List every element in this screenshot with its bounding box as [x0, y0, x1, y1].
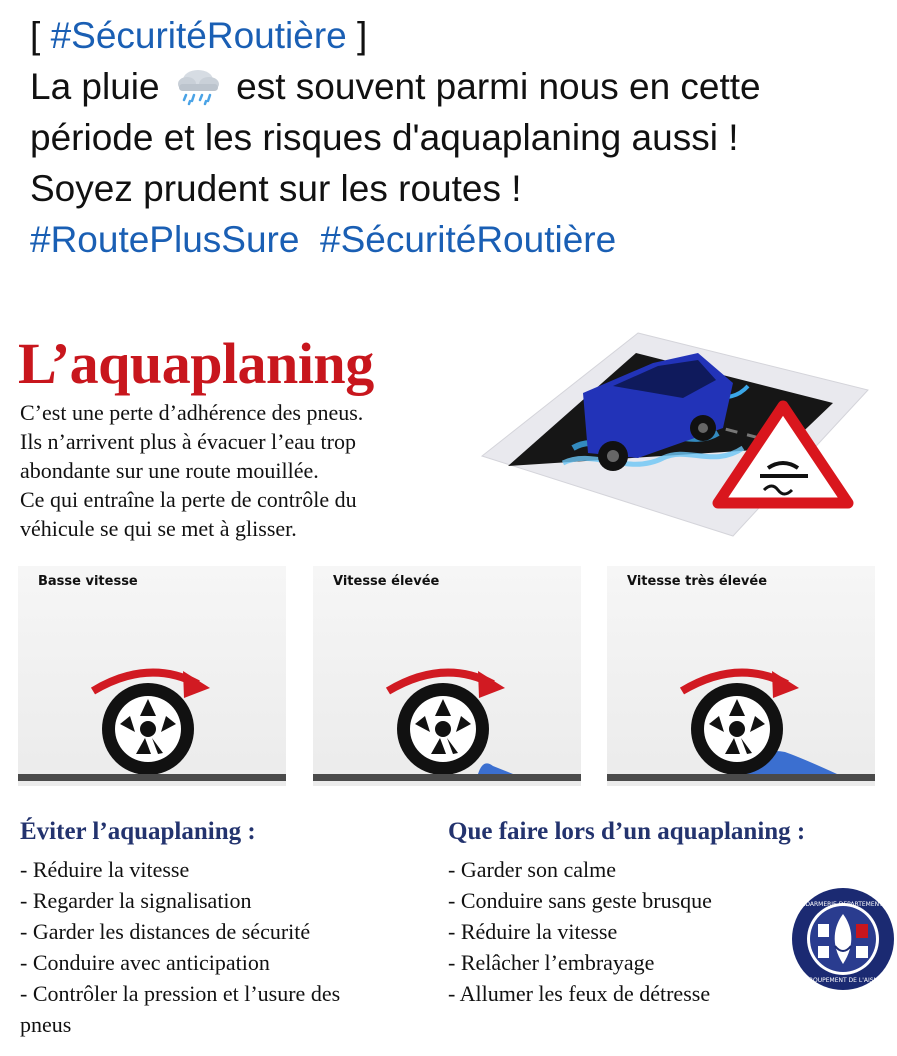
post-line-1-start: La pluie: [30, 66, 160, 107]
post-line-1: [30, 61, 880, 112]
aquaplaning-infographic[interactable]: [0, 300, 897, 1056]
bracket-close: ]: [346, 15, 368, 56]
list-item: - Conduire avec anticipation: [20, 950, 270, 975]
speed-panel-label: Vitesse très élevée: [627, 574, 768, 589]
post-line-tag: [30, 10, 880, 61]
infographic-description: [20, 398, 460, 543]
post-line-2: période et les risques d'aquaplaning aussi !: [30, 117, 739, 158]
list-item: - Garder son calme: [448, 857, 616, 882]
infographic-title: L’aquaplaning: [18, 331, 374, 396]
avoid-list: [20, 854, 380, 1040]
description-line: abondante sur une route mouillée.: [20, 458, 319, 483]
during-list: [448, 854, 712, 1009]
seal-text-top: GENDARMERIE DEPARTEMENTALE: [792, 901, 894, 908]
list-item: - Garder les distances de sécurité: [20, 919, 311, 944]
car-aquaplaning-icon: [478, 308, 873, 543]
description-line: Ce qui entraîne la perte de contrôle du: [20, 487, 357, 512]
hashtag-link-routeplussure[interactable]: #RoutePlusSure: [30, 219, 300, 260]
tire-low-speed-icon: [18, 566, 286, 786]
rain-cloud-icon: [174, 67, 222, 107]
gendarmerie-seal-icon: [790, 886, 896, 992]
speed-panel-very-high: [607, 566, 875, 786]
description-line: C’est une perte d’adhérence des pneus.: [20, 400, 364, 425]
during-title: Que faire lors d’un aquaplaning :: [448, 818, 806, 845]
seal-text-bottom: GROUPEMENT DE L'AISNE: [804, 977, 882, 984]
description-line: véhicule se qui se met à glisser.: [20, 516, 297, 541]
hashtag-link-securiteroutiere[interactable]: #SécuritéRoutière: [320, 219, 617, 260]
speed-panel-high: [313, 566, 581, 786]
tire-very-high-speed-icon: [607, 566, 875, 786]
description-line: Ils n’arrivent plus à évacuer l’eau trop: [20, 429, 356, 454]
post-hashtags: [30, 214, 880, 265]
list-item: - Réduire la vitesse: [448, 919, 618, 944]
speed-panel-low: [18, 566, 286, 786]
bracket-open: [: [30, 15, 51, 56]
post-line-3: Soyez prudent sur les routes !: [30, 168, 522, 209]
post-text: [30, 10, 880, 265]
avoid-title: Éviter l’aquaplaning :: [20, 818, 256, 845]
list-item: - Relâcher l’embrayage: [448, 950, 655, 975]
hashtag-link-securite[interactable]: #SécuritéRoutière: [50, 15, 347, 56]
list-item: - Contrôler la pression et l’usure des pneus: [20, 981, 341, 1037]
list-item: - Réduire la vitesse: [20, 857, 190, 882]
speed-panel-label: Vitesse élevée: [333, 574, 440, 589]
list-item: - Allumer les feux de détresse: [448, 981, 711, 1006]
list-item: - Regarder la signalisation: [20, 888, 252, 913]
tire-high-speed-icon: [313, 566, 581, 786]
post-line-1-end: est souvent parmi nous en cette: [225, 66, 761, 107]
speed-panel-label: Basse vitesse: [38, 574, 138, 589]
list-item: - Conduire sans geste brusque: [448, 888, 712, 913]
